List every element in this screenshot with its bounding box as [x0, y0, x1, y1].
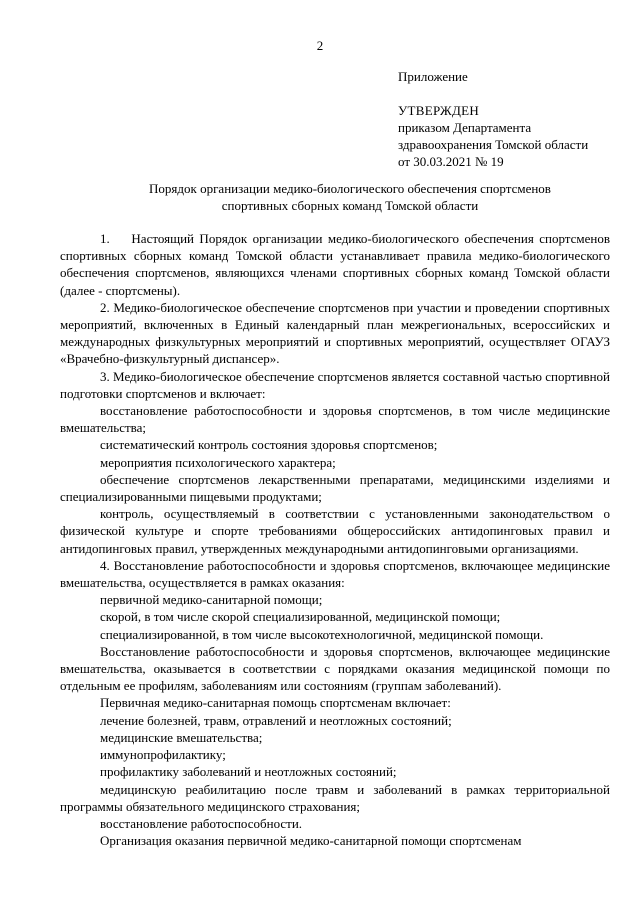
paragraph: Первичная медико-санитарная помощь спортсменам включает: [100, 695, 451, 711]
approval-line-1: приказом Департамента [398, 120, 532, 135]
title-line-2: спортивных сборных команд Томской области [221, 198, 479, 213]
paragraph: Восстановление работоспособности и здоровья спортсменов, включающее медицинские вмешательства, оказывается в соответствии с порядками оказания медицинской помощи по отдельным ее профилям, заболеваниям или состояниям (группам заболеваний). [60, 643, 610, 694]
paragraph: восстановление работоспособности. [100, 815, 303, 831]
appendix-label: Приложение [398, 69, 468, 84]
paragraph: мероприятия психологического характера; [100, 454, 336, 470]
paragraph: лечение болезней, травм, отравлений и неотложных состояний; [100, 712, 452, 728]
paragraph: медицинскую реабилитацию после травм и заболеваний в рамках территориальной программы обязательного медицинского страхования; [60, 781, 610, 814]
approval-line-2: здравоохранения Томской области [398, 137, 589, 152]
approval-stamp: УТВЕРЖДЕН [398, 103, 480, 118]
paragraph: обеспечение спортсменов лекарственными препаратами, медицинскими изделиями и специализированными пищевыми продуктами; [60, 471, 610, 505]
page-number: 2 [316, 38, 324, 53]
paragraph: 1. Настоящий Порядок организации медико-биологического обеспечения спортсменов спортивных сборных команд Томской области устанавливает правила медико-биологического обеспечения спортсменов, являющихся членами спортивных сборных команд Томской области (далее - спортсмены). [60, 231, 610, 298]
document-body [60, 230, 610, 849]
paragraph: медицинские вмешательства; [100, 729, 263, 745]
paragraph: систематический контроль состояния здоровья спортсменов; [100, 437, 438, 453]
paragraph: первичной медико-санитарной помощи; [100, 592, 323, 608]
paragraph: контроль, осуществляемый в соответствии с установленными законодательством о физической культуре и спорте требованиями общероссийских антидопинговых правил и антидопинговых правил, утвержденных международными антидопинговыми организациями. [60, 506, 610, 556]
paragraph: профилактику заболеваний и неотложных состояний; [100, 764, 397, 780]
approval-line-3: от 30.03.2021 № 19 [398, 154, 504, 169]
paragraph: 3. Медико-биологическое обеспечение спортсменов является составной частью спортивной подготовки спортсменов и включает: [60, 368, 610, 401]
title-line-1: Порядок организации медико-биологического обеспечения спортсменов [149, 181, 551, 196]
paragraph: Организация оказания первичной медико-санитарной помощи спортсменам [100, 833, 522, 849]
approval-block [398, 102, 588, 170]
paragraph: скорой, в том числе скорой специализированной, медицинской помощи; [100, 609, 501, 625]
document-title [60, 180, 640, 214]
paragraph: иммунопрофилактику; [100, 747, 226, 763]
paragraph: 2. Медико-биологическое обеспечение спортсменов при участии и проведении спортивных мероприятий, включенных в Единый календарный план межрегиональных, всероссийских и международных физкультурных мероприятий и спортивных мероприятий, осуществляет ОГАУЗ «Врачебно-физкультурный диспансер». [60, 299, 610, 367]
paragraph: восстановление работоспособности и здоровья спортсменов, в том числе медицинские вмешательства; [60, 403, 610, 436]
paragraph: специализированной, в том числе высокотехнологичной, медицинской помощи. [100, 626, 544, 642]
paragraph: 4. Восстановление работоспособности и здоровья спортсменов, включающее медицинские вмешательства, осуществляется в рамках оказания: [60, 557, 610, 591]
